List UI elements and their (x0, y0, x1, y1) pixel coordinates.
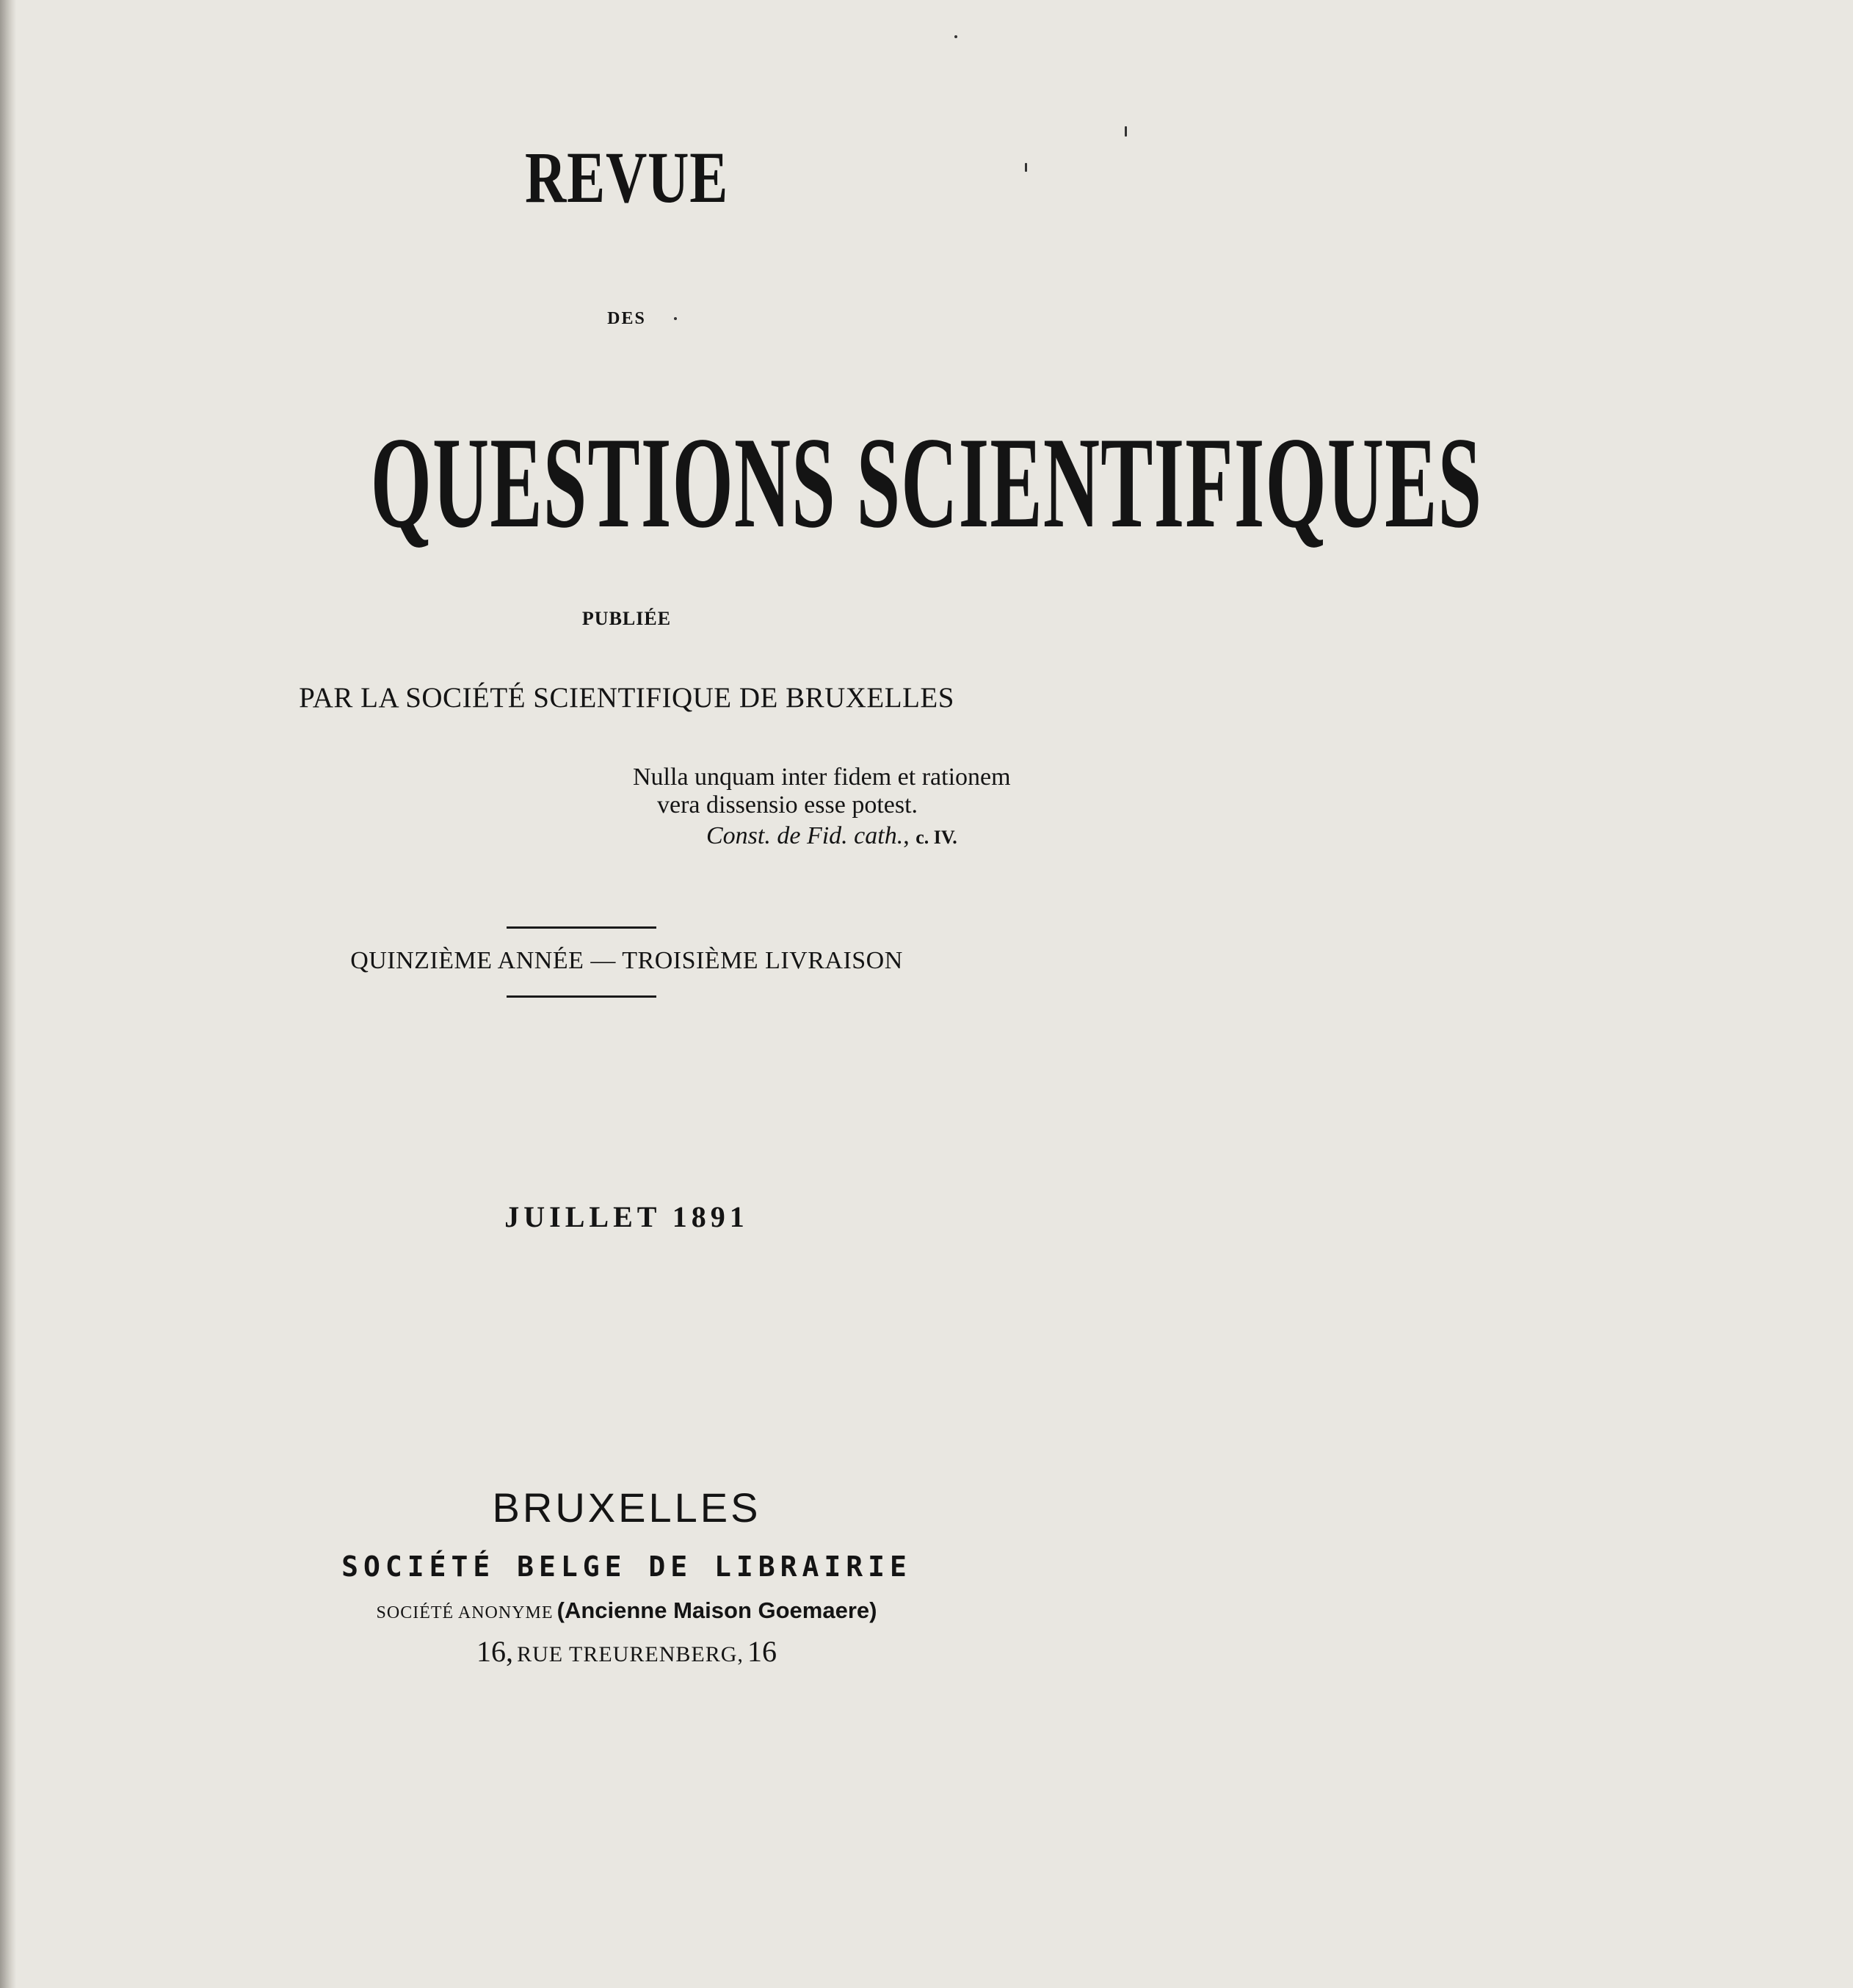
publiee-text: PUBLIÉE (581, 608, 672, 629)
publiee-label (0, 609, 1253, 628)
journal-label-revue (0, 137, 1253, 218)
former-name: (Ancienne Maison Goemaere) (556, 1597, 877, 1623)
motto-line-2: vera dissensio esse potest. (657, 791, 918, 819)
motto-citation (706, 824, 957, 849)
paper-speck (1025, 163, 1027, 172)
paper-speck (1125, 126, 1127, 137)
citation-separator: , (903, 822, 916, 849)
issue-date-text: JUILLET 1891 (504, 1200, 749, 1233)
society-text: PAR LA SOCIÉTÉ SCIENTIFIQUE DE BRUXELLES (299, 682, 954, 714)
imprint-address (0, 1637, 1253, 1666)
society-line (0, 683, 1253, 712)
journal-label-des (0, 310, 1253, 327)
des-text: DES (607, 309, 646, 328)
page-binding-edge (0, 0, 16, 1988)
main-title-text: QUESTIONS SCIENTIFIQUES (370, 410, 1483, 555)
address-number-first: 16, (476, 1635, 513, 1668)
imprint-city-text: BRUXELLES (492, 1484, 761, 1531)
main-title (0, 410, 1483, 555)
citation-work: Const. de Fid. cath. (706, 822, 904, 849)
imprint-company-line (0, 1599, 1253, 1622)
motto-line-1: Nulla unquam inter fidem et rationem (633, 763, 1011, 791)
company-type: SOCIÉTÉ ANONYME (376, 1603, 554, 1622)
issue-text: QUINZIÈME ANNÉE — TROISIÈME LIVRAISON (350, 947, 903, 974)
imprint-publisher-text: SOCIÉTÉ BELGE DE LIBRAIRIE (341, 1550, 912, 1583)
imprint-city (0, 1484, 1253, 1531)
paper-speck (674, 317, 677, 320)
issue-line (0, 948, 1253, 973)
issue-date (0, 1202, 1253, 1232)
address-street: RUE TREURENBERG, (517, 1642, 744, 1666)
divider-rule-top (507, 926, 656, 929)
imprint-publisher (0, 1550, 1253, 1583)
address-number-second: 16 (747, 1635, 777, 1668)
paper-speck (954, 35, 957, 38)
divider-rule-bottom (507, 995, 656, 998)
revue-text: REVUE (525, 137, 728, 218)
citation-reference: c. IV. (915, 827, 957, 848)
